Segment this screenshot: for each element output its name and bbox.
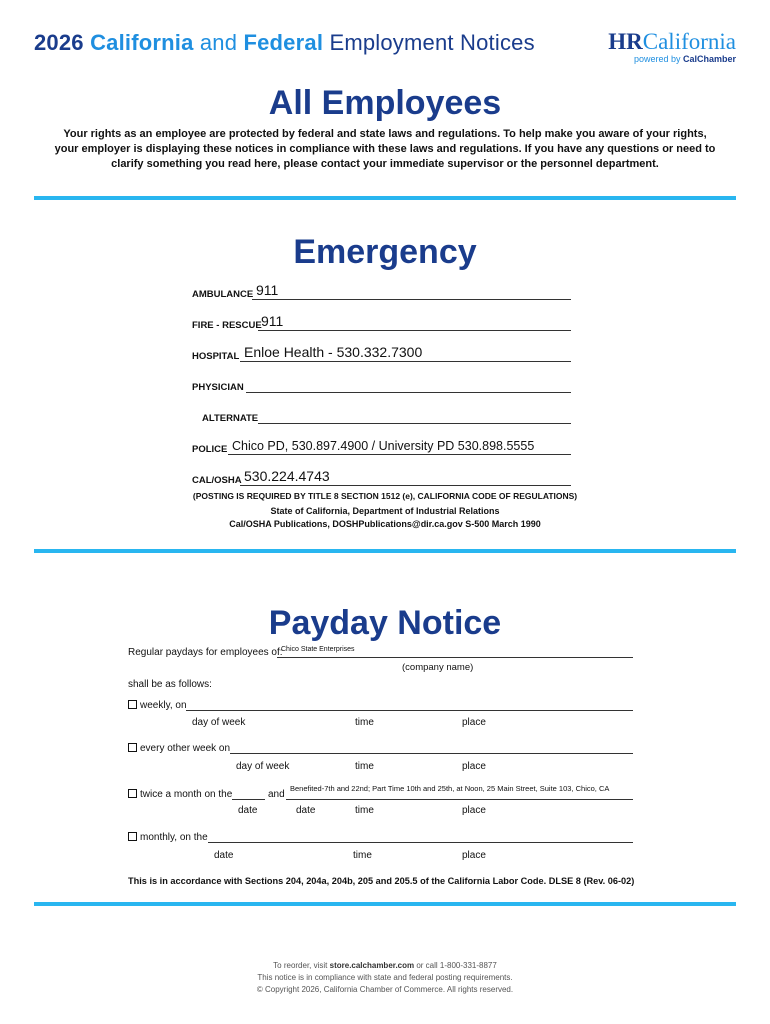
twice-a-month-checkbox[interactable] — [128, 789, 137, 798]
monthly-date-caption: date — [214, 850, 234, 861]
monthly-place-caption: place — [462, 850, 486, 861]
company-name-value: Chico State Enterprises — [281, 646, 355, 653]
footer-compliance: This notice is in compliance with state and federal posting requirements. — [257, 973, 513, 982]
company-name-field[interactable] — [277, 657, 633, 658]
hospital-label: HOSPITAL — [192, 351, 240, 362]
every-other-time-caption: time — [355, 761, 374, 772]
weekly-place-caption: place — [462, 717, 486, 728]
footer-store-link[interactable]: store.calchamber.com — [329, 961, 415, 970]
section-divider — [34, 549, 736, 553]
regular-paydays-label: Regular paydays for employees of: — [128, 647, 283, 658]
weekly-field[interactable] — [186, 710, 633, 711]
section-divider — [34, 902, 736, 906]
alternate-row — [0, 408, 770, 424]
payday-title: Payday Notice — [268, 604, 502, 642]
weekly-label: weekly, on — [140, 700, 187, 711]
physician-row — [0, 377, 770, 393]
twice-a-month-option[interactable] — [128, 789, 232, 800]
every-other-week-field[interactable] — [230, 753, 633, 754]
header-year: 2026 — [34, 30, 84, 55]
logo-hr: HR — [608, 29, 643, 54]
footer-reorder — [0, 960, 770, 972]
twice-place-caption: place — [462, 805, 486, 816]
twice-a-month-label: twice a month on the — [140, 789, 233, 800]
physician-field[interactable] — [246, 377, 571, 393]
weekly-option[interactable] — [128, 700, 187, 711]
logo-california: California — [642, 29, 736, 54]
twice-a-month-date-field[interactable] — [232, 799, 265, 800]
fire-rescue-field[interactable] — [258, 315, 571, 331]
every-other-day-caption: day of week — [236, 761, 290, 772]
weekly-day-caption: day of week — [192, 717, 246, 728]
monthly-time-caption: time — [353, 850, 372, 861]
police-row — [0, 439, 770, 455]
weekly-time-caption: time — [355, 717, 374, 728]
twice-a-month-value: Benefited-7th and 22nd; Part Time 10th and 25th, at Noon, 25 Main Street, Suite 103, Chico, CA — [290, 784, 610, 793]
ambulance-field[interactable] — [252, 284, 571, 300]
every-other-week-option[interactable] — [128, 743, 230, 754]
calosha-publications: Cal/OSHA Publications, DOSHPublications@dir.ca.gov S-500 March 1990 — [229, 519, 541, 529]
twice-time-caption: time — [355, 805, 374, 816]
section-divider — [34, 196, 736, 200]
weekly-checkbox[interactable] — [128, 700, 137, 709]
twice-date1-caption: date — [238, 805, 258, 816]
footer-copyright: © Copyright 2026, California Chamber of Commerce. All rights reserved. — [256, 985, 514, 994]
logo-powered-by: powered by — [633, 54, 683, 64]
twice-date2-caption: date — [296, 805, 316, 816]
monthly-field[interactable] — [208, 842, 633, 843]
fire-rescue-value: 911 — [261, 313, 284, 329]
fire-rescue-label: FIRE - RESCUE — [192, 320, 262, 331]
every-other-place-caption: place — [462, 761, 486, 772]
footer-reorder-suffix: or call 1-800-331-8877 — [414, 961, 497, 970]
calosha-label: CAL/OSHA — [192, 475, 242, 486]
calosha-posting-note: (POSTING IS REQUIRED BY TITLE 8 SECTION 1512 (e), CALIFORNIA CODE OF REGULATIONS) — [192, 491, 578, 501]
header-rest: Employment Notices — [329, 30, 535, 55]
company-name-caption: (company name) — [402, 662, 474, 673]
alternate-label: ALTERNATE — [202, 413, 259, 424]
all-employees-intro: Your rights as an employee are protected by federal and state laws and regulations. To help make you aware of your rights, your employer is displaying these notices in compliance with these laws and regulations. If you have any questions or need to clarify something you read here, please contact your immediate supervisor or the personnel department. — [54, 128, 716, 170]
fire-rescue-row — [0, 315, 770, 331]
police-label: POLICE — [192, 444, 228, 455]
monthly-option[interactable] — [128, 832, 208, 843]
twice-a-month-and: and — [268, 789, 285, 800]
monthly-checkbox[interactable] — [128, 832, 137, 841]
monthly-label: monthly, on the — [140, 832, 208, 843]
calosha-row — [0, 470, 770, 486]
every-other-week-checkbox[interactable] — [128, 743, 137, 752]
footer — [0, 960, 770, 996]
alternate-field[interactable] — [258, 408, 571, 424]
all-employees-title: All Employees — [268, 84, 502, 122]
labor-code-statement: This is in accordance with Sections 204, 204a, 204b, 205 and 205.5 of the California Labor Code. DLSE 8 (Rev. 06-02) — [128, 876, 635, 886]
hospital-value: Enloe Health - 530.332.7300 — [244, 344, 423, 360]
ambulance-label: AMBULANCE — [192, 289, 254, 300]
header-california: California — [90, 30, 194, 55]
header-and: and — [199, 30, 238, 55]
hospital-row — [0, 346, 770, 362]
shall-be-as-follows: shall be as follows: — [128, 679, 212, 690]
ambulance-row — [0, 284, 770, 300]
every-other-week-label: every other week on — [140, 743, 231, 754]
calosha-department: State of California, Department of Industrial Relations — [270, 506, 500, 516]
ambulance-value: 911 — [256, 282, 279, 298]
physician-label: PHYSICIAN — [192, 382, 244, 393]
police-value: Chico PD, 530.897.4900 / University PD 530.898.5555 — [232, 439, 535, 453]
header-title — [34, 30, 535, 56]
footer-reorder-prefix: To reorder, visit — [273, 961, 330, 970]
twice-a-month-details-field[interactable] — [286, 799, 633, 800]
emergency-title: Emergency — [293, 233, 477, 271]
hrcalifornia-logo — [608, 30, 736, 64]
logo-calchamber: CalChamber — [682, 54, 736, 64]
header-federal: Federal — [243, 30, 324, 55]
calosha-value: 530.224.4743 — [244, 468, 330, 484]
